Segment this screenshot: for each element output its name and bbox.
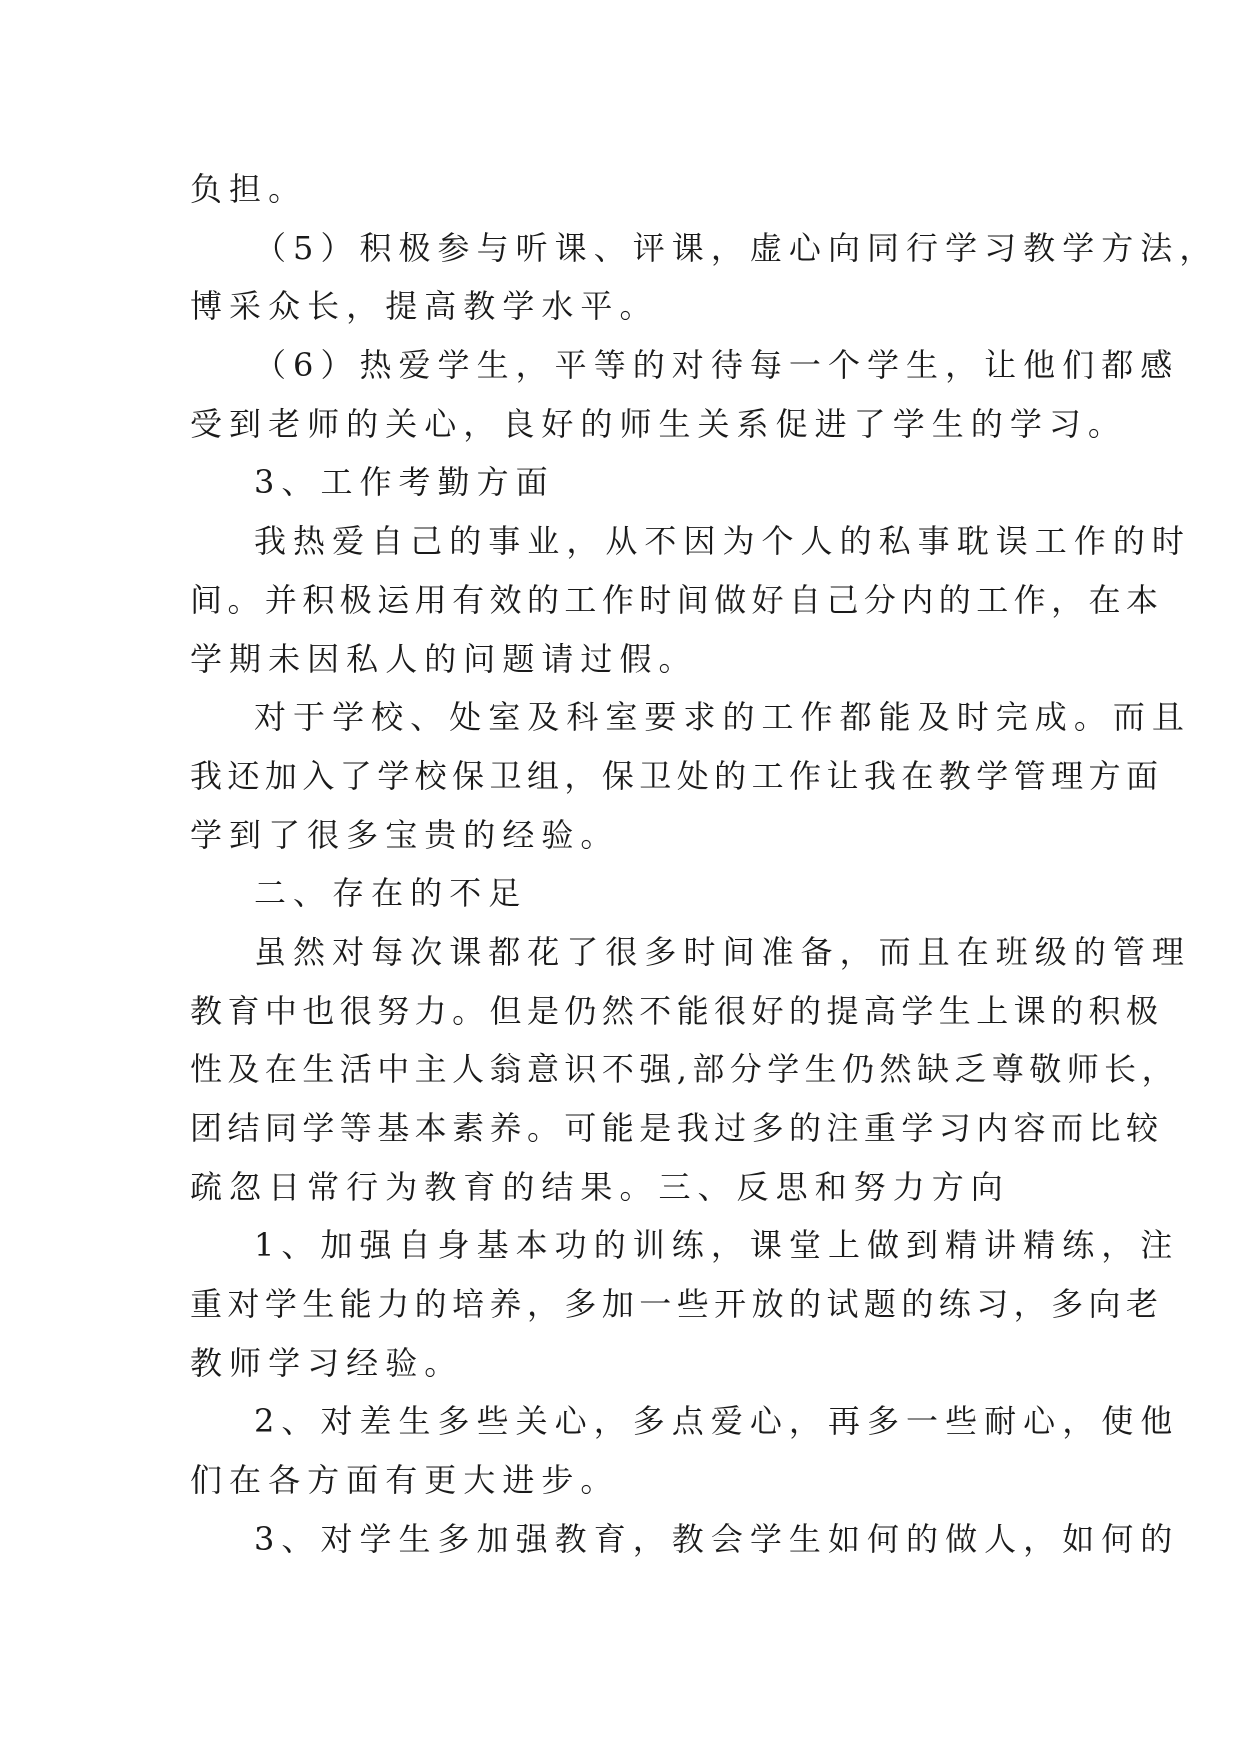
text-line: 博采众长，提高教学水平。 <box>190 287 659 326</box>
text-line: 学到了很多宝贵的经验。 <box>190 815 620 854</box>
body-text <box>190 160 1219 1569</box>
text-line: （6）热爱学生，平等的对待每一个学生，让他们都感 <box>254 346 1180 385</box>
text-line: 1、加强自身基本功的训练，课堂上做到精讲精练，注 <box>254 1226 1180 1265</box>
text-line: 们在各方面有更大进步。 <box>190 1461 620 1500</box>
text-line: 负担。 <box>190 170 308 208</box>
text-line: 学期未因私人的问题请过假。 <box>190 639 698 678</box>
text-line: 3、对学生多加强教育，教会学生如何的做人，如何的 <box>254 1519 1180 1558</box>
text-line: （5）积极参与听课、评课，虚心向同行学习教学方法， <box>254 228 1219 267</box>
text-line: 受到老师的关心，良好的师生关系促进了学生的学习。 <box>190 404 1127 443</box>
text-line: 间。并积极运用有效的工作时间做好自己分内的工作，在本 <box>190 580 1164 619</box>
section-heading: 二、存在的不足 <box>254 874 528 913</box>
text-line: 教师学习经验。 <box>190 1343 464 1382</box>
text-line: 教育中也很努力。但是仍然不能很好的提高学生上课的积极 <box>190 991 1164 1030</box>
text-line: 对于学校、处室及科室要求的工作都能及时完成。而且 <box>254 698 1191 737</box>
text-line: 团结同学等基本素养。可能是我过多的注重学习内容而比较 <box>190 1109 1164 1147</box>
text-line: 我还加入了学校保卫组，保卫处的工作让我在教学管理方面 <box>190 756 1164 795</box>
text-line: 重对学生能力的培养，多加一些开放的试题的练习，多向老 <box>190 1285 1164 1324</box>
text-line: 虽然对每次课都花了很多时间准备，而且在班级的管理 <box>254 932 1191 971</box>
text-line: 我热爱自己的事业，从不因为个人的私事耽误工作的时 <box>254 522 1191 561</box>
text-line: 疏忽日常行为教育的结果。三、反思和努力方向 <box>190 1167 1010 1206</box>
text-line: 2、对差生多些关心，多点爱心，再多一些耐心，使他 <box>254 1402 1180 1441</box>
section-heading: 3、工作考勤方面 <box>254 463 555 502</box>
text-line: 性及在生活中主人翁意识不强,部分学生仍然缺乏尊敬师长， <box>190 1050 1180 1089</box>
